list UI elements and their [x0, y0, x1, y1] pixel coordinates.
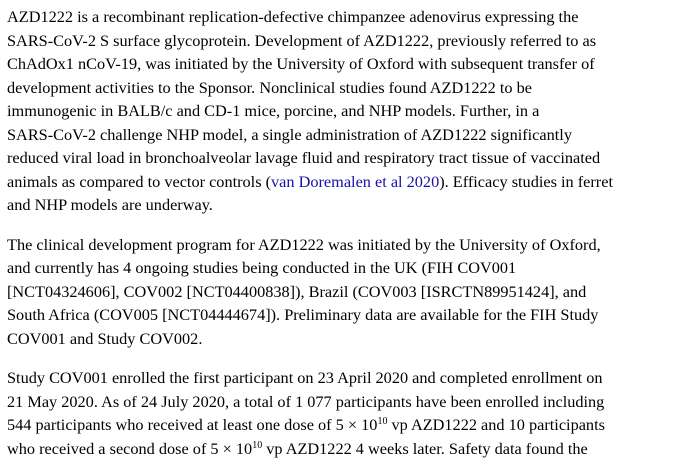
text-fragment: animals as compared to vector controls ( — [7, 171, 272, 191]
text-line: and NHP models are underway. — [7, 195, 213, 214]
text-line: SARS-CoV-2 challenge NHP model, a single administration of AZD1222 significantly — [7, 124, 572, 144]
document-body — [7, 5, 683, 476]
text-line-with-citation — [7, 170, 683, 194]
text-fragment: vp AZD1222 4 weeks later. Safety data found the — [262, 438, 588, 458]
exponent: 10 — [377, 416, 388, 427]
exponent: 10 — [252, 439, 263, 451]
text-line: [NCT04324606], COV002 [NCT04400838]), Brazil (COV003 [ISRCTN89951424], and — [7, 281, 587, 301]
paragraph-study-cov001 — [7, 366, 683, 460]
text-line-with-exponent — [7, 413, 683, 437]
text-line-with-exponent — [7, 437, 683, 461]
paragraph-azd1222-background — [7, 5, 683, 217]
text-fragment: ). Efficacy studies in ferret — [439, 171, 613, 191]
text-line: development activities to the Sponsor. Nonclinical studies found AZD1222 to be — [7, 77, 532, 97]
paragraph-clinical-program — [7, 233, 683, 351]
citation-link[interactable]: van Doremalen et al 2020 — [271, 171, 440, 191]
text-line: The clinical development program for AZD1222 was initiated by the University of Oxford, — [7, 234, 601, 254]
text-line: SARS-CoV-2 S surface glycoprotein. Development of AZD1222, previously referred to as — [7, 30, 597, 50]
text-line: ChAdOx1 nCoV-19, was initiated by the University of Oxford with subsequent transfer of — [7, 54, 595, 73]
text-line: reduced viral load in bronchoalveolar lavage fluid and respiratory tract tissue of vaccinated — [7, 148, 601, 167]
text-line: and currently has 4 ongoing studies being conducted in the UK (FIH COV001 — [7, 258, 517, 277]
text-line: Study COV001 enrolled the first participant on 23 April 2020 and completed enrollment on — [7, 368, 603, 387]
text-fragment: vp AZD1222 and 10 participants — [387, 415, 605, 434]
text-fragment: 544 participants who received at least one dose of 5 × 10 — [7, 415, 378, 434]
text-line: COV001 and Study COV002. — [7, 328, 203, 348]
text-fragment: who received a second dose of 5 × 10 — [7, 438, 253, 458]
text-line: 21 May 2020. As of 24 July 2020, a total of 1 077 participants have been enrolled including — [7, 391, 605, 411]
text-line: immunogenic in BALB/c and CD-1 mice, porcine, and NHP models. Further, in a — [7, 101, 540, 120]
text-line: AZD1222 is a recombinant replication-defective chimpanzee adenovirus expressing the — [7, 7, 579, 26]
text-line: South Africa (COV005 [NCT04444674]). Preliminary data are available for the FIH Study — [7, 305, 599, 324]
